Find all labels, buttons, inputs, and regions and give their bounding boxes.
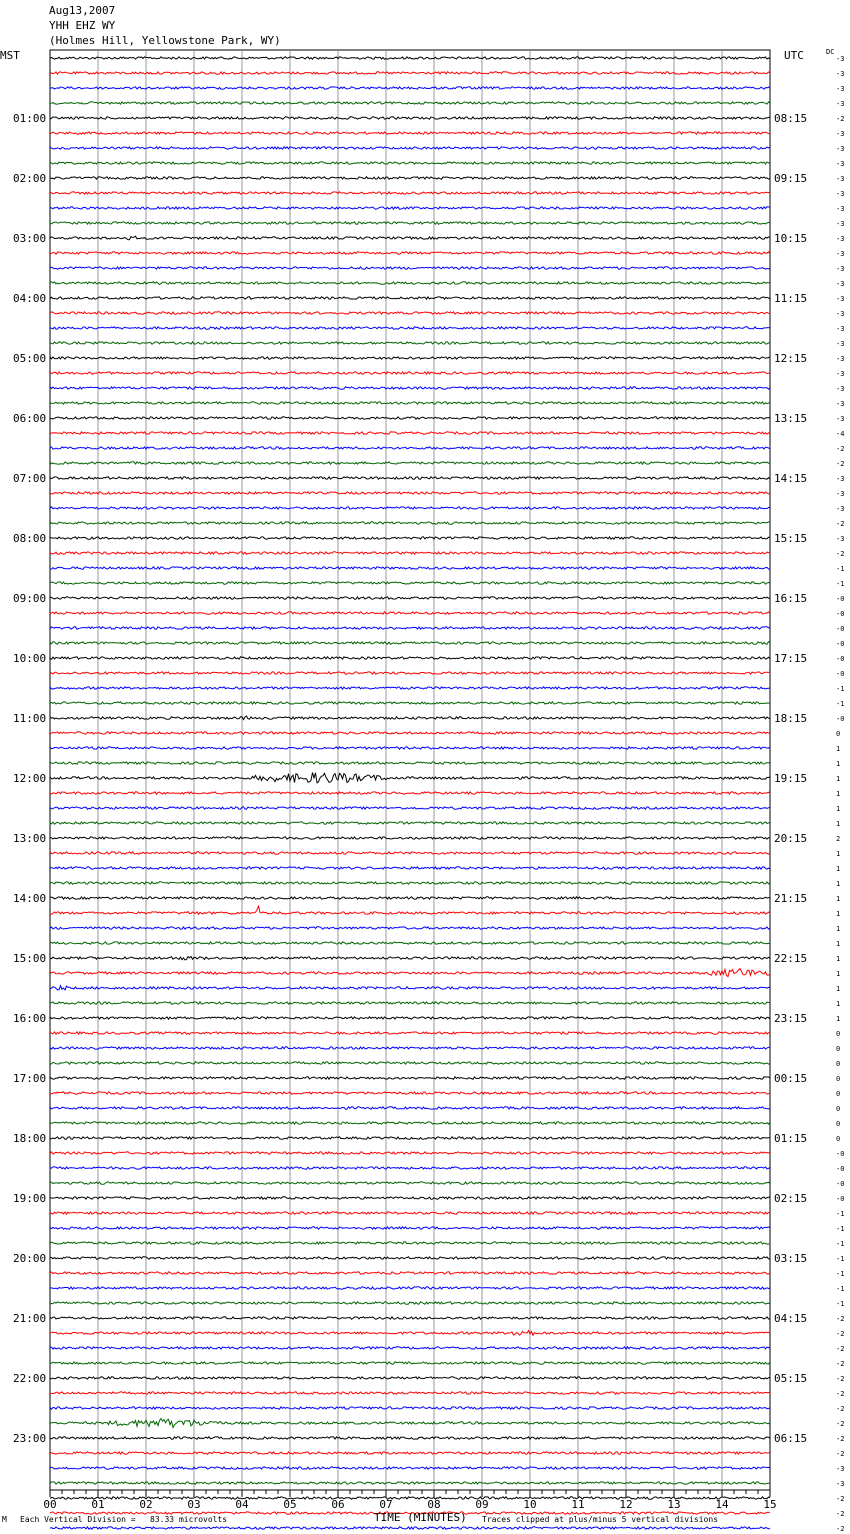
trace-row [50,1197,770,1199]
utc-hour-label: 14:15 [774,472,808,485]
trace-row [50,1107,770,1109]
scale-text: Each Vertical Division = 83.33 microvolts [20,1515,228,1524]
dc-offset-value: 1 [836,790,841,798]
dc-offset-value: -2 [836,1345,845,1353]
dc-offset-value: -0 [836,715,845,723]
dc-offset-value: -2 [836,520,845,528]
dc-offset-value: -3 [836,535,845,543]
dc-offset-value: 1 [836,1000,841,1008]
dc-offset-value: -1 [836,1285,845,1293]
trace-row [50,1152,770,1154]
dc-offset-value: -3 [836,190,845,198]
dc-offset-value: -2 [836,550,845,558]
mst-hour-label: 06:00 [13,412,47,425]
trace-row [50,1377,770,1379]
utc-hour-label: 05:15 [774,1372,808,1385]
x-tick-label: 07 [379,1498,393,1511]
mst-hour-label: 07:00 [13,472,47,485]
trace-row [50,1212,770,1214]
mst-hour-label: 12:00 [13,772,47,785]
trace-row [50,357,770,359]
mst-hour-label: 01:00 [13,112,47,125]
trace-row [50,1272,770,1274]
dc-offset-value: 1 [836,865,841,873]
header-date: Aug13,2007 [49,4,116,17]
trace-row [50,1227,770,1229]
row-labels [13,55,844,1534]
dc-offset-value: 0 [836,1135,841,1143]
dc-offset-value: -2 [836,1315,845,1323]
dc-offset-value: -3 [836,1480,845,1488]
utc-hour-label: 15:15 [774,532,808,545]
dc-offset-value: 1 [836,940,841,948]
trace-row [50,597,770,599]
seismic-traces [50,57,770,1534]
dc-offset-value: -1 [836,1300,845,1308]
time-axis [43,1490,776,1511]
dc-offset-value: 0 [836,1045,841,1053]
trace-row [50,837,770,839]
trace-row [50,716,770,720]
dc-offset-value: 1 [836,880,841,888]
trace-row [50,236,770,240]
dc-offset-value: -0 [836,595,845,603]
mst-hour-label: 13:00 [13,832,47,845]
trace-row [50,1407,770,1409]
utc-hour-label: 08:15 [774,112,808,125]
trace-row [50,1077,770,1079]
trace-row [50,1362,770,1364]
dc-offset-value: -1 [836,580,845,588]
trace-row [50,282,770,285]
trace-row [50,627,770,629]
dc-offset-value: -3 [836,1465,845,1473]
trace-row [50,252,770,254]
trace-row [50,672,770,674]
dc-offset-value: -3 [836,145,845,153]
dc-offset-value: -0 [836,1180,845,1188]
trace-row [50,986,770,990]
dc-offset-value: 1 [836,985,841,993]
trace-row [50,762,770,764]
dc-offset-value: -3 [836,100,845,108]
x-tick-label: 11 [571,1498,585,1511]
dc-offset-value: 0 [836,1090,841,1098]
dc-offset-value: -2 [836,1525,845,1533]
dc-offset-value: -3 [836,205,845,213]
dc-offset-value: -2 [836,460,845,468]
header-location: (Holmes Hill, Yellowstone Park, WY) [49,34,281,47]
trace-row [50,522,770,524]
mst-hour-label: 11:00 [13,712,47,725]
dc-offset-value: 0 [836,1060,841,1068]
dc-offset-value: -3 [836,235,845,243]
x-tick-label: 09 [475,1498,489,1511]
dc-offset-value: -3 [836,175,845,183]
x-tick-label: 13 [667,1498,681,1511]
trace-row [50,342,770,344]
trace-row [50,72,770,74]
dc-label: DC [826,48,835,56]
dc-offset-value: -3 [836,160,845,168]
time-gridlines [50,50,770,1490]
dc-offset-value: -1 [836,1240,845,1248]
trace-row [50,1017,770,1019]
trace-row [50,432,770,434]
trace-row [50,687,770,689]
mst-axis-label: MST [0,49,20,62]
trace-row [50,792,770,794]
x-tick-label: 12 [619,1498,633,1511]
utc-hour-label: 13:15 [774,412,808,425]
dc-offset-value: -3 [836,295,845,303]
dc-offset-value: -2 [836,1495,845,1503]
utc-hour-label: 16:15 [774,592,808,605]
trace-row [50,222,770,224]
trace-row [50,642,770,644]
dc-offset-value: -2 [836,1420,845,1428]
dc-offset-value: 1 [836,910,841,918]
mst-hour-label: 15:00 [13,952,47,965]
utc-hour-label: 02:15 [774,1192,808,1205]
utc-hour-label: 17:15 [774,652,808,665]
trace-row [50,1287,770,1289]
trace-row [50,807,770,809]
trace-row [50,702,770,704]
x-tick-label: 06 [331,1498,345,1511]
trace-row [50,1032,770,1034]
trace-row [50,1242,770,1244]
dc-offset-value: -3 [836,415,845,423]
mst-hour-label: 10:00 [13,652,47,665]
trace-row [50,1467,770,1469]
dc-offset-value: -3 [836,385,845,393]
dc-offset-value: 0 [836,730,841,738]
x-tick-label: 01 [91,1498,105,1511]
x-tick-label: 04 [235,1498,249,1511]
dc-offset-value: -2 [836,1510,845,1518]
trace-row [50,447,770,449]
mst-hour-label: 09:00 [13,592,47,605]
dc-offset-value: -3 [836,55,845,63]
trace-row [50,1497,770,1499]
x-tick-label: 05 [283,1498,297,1511]
trace-row [50,612,770,614]
trace-row [50,267,770,269]
dc-offset-value: -2 [836,1450,845,1458]
trace-row [50,927,770,929]
trace-row [50,162,770,164]
dc-offset-value: 1 [836,805,841,813]
dc-offset-value: -2 [836,1330,845,1338]
mst-hour-label: 18:00 [13,1132,47,1145]
dc-offset-value: -1 [836,1225,845,1233]
dc-offset-value: -2 [836,1390,845,1398]
corner-mark: M [2,1515,7,1524]
trace-row [50,1347,770,1349]
dc-offset-value: 1 [836,820,841,828]
dc-offset-value: -0 [836,625,845,633]
utc-hour-label: 10:15 [774,232,808,245]
utc-hour-label: 12:15 [774,352,808,365]
dc-offset-value: -0 [836,640,845,648]
dc-offset-value: -0 [836,1150,845,1158]
dc-offset-value: -1 [836,1270,845,1278]
mst-hour-label: 04:00 [13,292,47,305]
trace-row [50,537,770,539]
dc-offset-value: 1 [836,850,841,858]
dc-offset-value: 1 [836,745,841,753]
trace-row [50,462,770,464]
dc-offset-value: -3 [836,370,845,378]
trace-row [50,1257,770,1259]
dc-offset-value: -1 [836,565,845,573]
trace-row [50,567,770,569]
dc-offset-value: -2 [836,445,845,453]
dc-offset-value: -3 [836,220,845,228]
utc-hour-label: 21:15 [774,892,808,905]
trace-row [50,1527,770,1529]
x-tick-label: 03 [187,1498,201,1511]
dc-offset-value: -3 [836,85,845,93]
dc-offset-value: 0 [836,1105,841,1113]
dc-offset-value: -0 [836,655,845,663]
dc-offset-value: -3 [836,280,845,288]
dc-offset-value: -3 [836,505,845,513]
trace-row [50,147,770,149]
utc-hour-label: 06:15 [774,1432,808,1445]
trace-row [50,402,770,404]
trace-row [50,297,770,299]
dc-offset-value: 0 [836,1075,841,1083]
trace-row [50,102,770,104]
trace-row [50,1482,770,1484]
dc-offset-value: -2 [836,1405,845,1413]
x-tick-label: 15 [763,1498,777,1511]
dc-offset-value: -2 [836,115,845,123]
utc-hour-label: 18:15 [774,712,808,725]
trace-row [50,882,770,884]
utc-hour-label: 09:15 [774,172,808,185]
trace-row [50,1092,770,1094]
header-station: YHH EHZ WY [49,19,116,32]
mst-hour-label: 21:00 [13,1312,47,1325]
trace-row [50,969,770,977]
utc-hour-label: 23:15 [774,1012,808,1025]
dc-offset-value: -3 [836,325,845,333]
trace-row [50,312,770,314]
trace-row [50,477,770,479]
dc-offset-value: -1 [836,1255,845,1263]
clip-text: Traces clipped at plus/minus 5 vertical divisions [482,1515,719,1524]
trace-row [50,1437,770,1439]
dc-offset-value: 1 [836,895,841,903]
x-tick-label: 14 [715,1498,729,1511]
dc-offset-value: -4 [836,430,845,438]
utc-hour-label: 03:15 [774,1252,808,1265]
dc-offset-value: -3 [836,490,845,498]
trace-row [50,1062,770,1064]
mst-hour-label: 19:00 [13,1192,47,1205]
trace-row [50,1392,770,1394]
dc-offset-value: 2 [836,835,841,843]
trace-row [50,1137,770,1139]
trace-row [50,417,770,419]
dc-offset-value: -3 [836,130,845,138]
dc-offset-value: -2 [836,1360,845,1368]
trace-row [50,1452,770,1454]
trace-row [50,372,770,374]
dc-offset-value: -3 [836,250,845,258]
dc-offset-value: -3 [836,475,845,483]
mst-hour-label: 16:00 [13,1012,47,1025]
dc-offset-value: -3 [836,70,845,78]
trace-row [50,852,770,854]
trace-row [50,1419,770,1428]
mst-hour-label: 22:00 [13,1372,47,1385]
dc-offset-value: -0 [836,1165,845,1173]
dc-offset-value: -1 [836,685,845,693]
x-tick-label: 02 [139,1498,153,1511]
trace-row [50,747,770,749]
dc-offset-value: 1 [836,925,841,933]
dc-offset-value: 1 [836,775,841,783]
utc-hour-label: 22:15 [774,952,808,965]
dc-offset-value: -2 [836,1435,845,1443]
trace-row [50,657,770,659]
trace-row [50,507,770,509]
mst-hour-label: 03:00 [13,232,47,245]
utc-hour-label: 19:15 [774,772,808,785]
plot-frame [50,50,770,1490]
trace-row [50,117,770,119]
utc-hour-label: 01:15 [774,1132,808,1145]
trace-row [50,492,770,494]
trace-row [50,1122,770,1124]
mst-hour-label: 23:00 [13,1432,47,1445]
trace-row [50,177,770,179]
trace-row [50,867,770,869]
trace-row [50,387,770,389]
trace-row [50,956,770,960]
trace-row [50,773,770,783]
dc-offset-value: -1 [836,1210,845,1218]
dc-offset-value: -2 [836,1375,845,1383]
trace-row [50,57,770,59]
trace-row [50,897,770,899]
dc-offset-value: -0 [836,670,845,678]
dc-offset-value: -3 [836,355,845,363]
x-tick-label: 00 [43,1498,57,1511]
trace-row [50,1182,770,1184]
dc-offset-value: 1 [836,955,841,963]
mst-hour-label: 02:00 [13,172,47,185]
dc-offset-value: -3 [836,265,845,273]
trace-row [50,1167,770,1169]
trace-row [50,87,770,89]
mst-hour-label: 05:00 [13,352,47,365]
trace-row [50,822,770,824]
dc-offset-value: -1 [836,700,845,708]
trace-row [50,942,770,944]
x-axis-title: TIME (MINUTES) [374,1511,467,1524]
dc-offset-value: -3 [836,310,845,318]
dc-offset-value: 1 [836,760,841,768]
utc-hour-label: 20:15 [774,832,808,845]
trace-row [50,1317,770,1319]
trace-row [50,327,770,329]
trace-row [50,1302,770,1304]
trace-row [50,207,770,209]
trace-row [50,552,770,554]
dc-offset-value: -0 [836,1195,845,1203]
trace-row [50,1331,770,1336]
dc-offset-value: -3 [836,340,845,348]
trace-row [50,1047,770,1049]
dc-offset-value: -0 [836,610,845,618]
dc-offset-value: 0 [836,1030,841,1038]
trace-row [50,732,770,734]
trace-row [50,582,770,584]
mst-hour-label: 17:00 [13,1072,47,1085]
trace-row [50,192,770,194]
utc-hour-label: 11:15 [774,292,808,305]
utc-hour-label: 04:15 [774,1312,808,1325]
x-tick-label: 08 [427,1498,441,1511]
trace-row [50,132,770,134]
dc-offset-value: 1 [836,1015,841,1023]
dc-offset-value: 0 [836,1120,841,1128]
utc-axis-label: UTC [784,49,804,62]
dc-offset-value: -3 [836,400,845,408]
dc-offset-value: 1 [836,970,841,978]
mst-hour-label: 14:00 [13,892,47,905]
trace-row [50,906,770,914]
x-tick-label: 10 [523,1498,537,1511]
trace-row [50,1002,770,1004]
mst-hour-label: 08:00 [13,532,47,545]
utc-hour-label: 00:15 [774,1072,808,1085]
mst-hour-label: 20:00 [13,1252,47,1265]
